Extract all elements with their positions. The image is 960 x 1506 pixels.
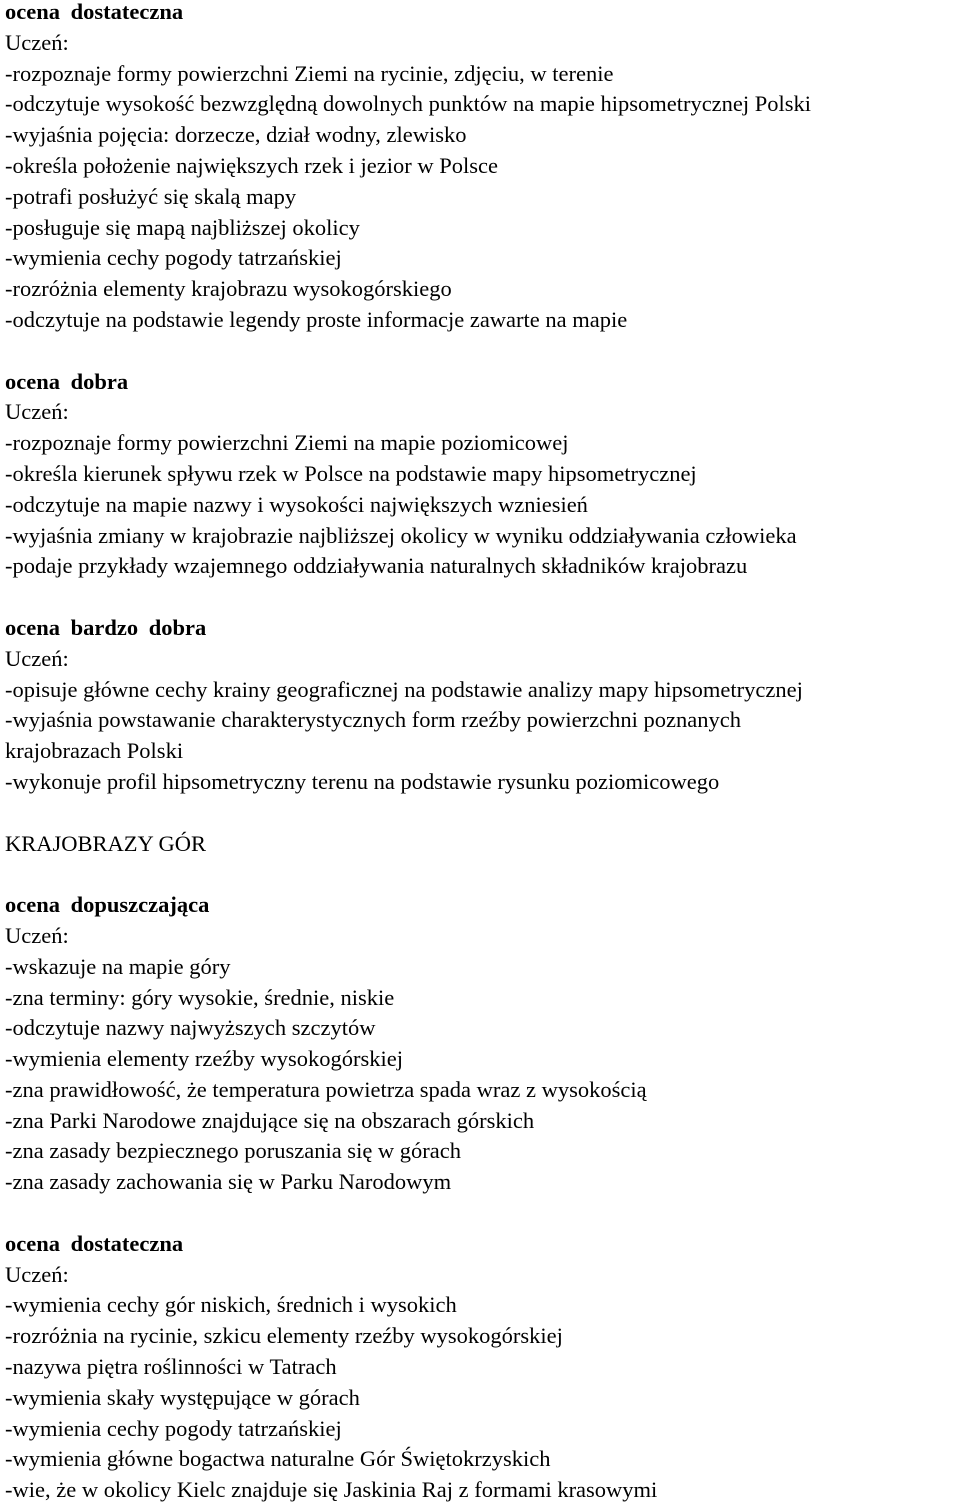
requirement-item: krajobrazach Polski: [5, 738, 184, 764]
student-label: Uczeń:: [5, 399, 69, 425]
requirement-item: -opisuje główne cechy krainy geograficznej na podstawie analizy mapy hipsometrycznej: [5, 676, 803, 702]
requirement-item: -rozróżnia na rycinie, szkicu elementy rzeźby wysokogórskiej: [5, 1323, 563, 1349]
grade-heading: ocena bardzo dobra: [5, 614, 207, 640]
grade-heading: ocena dobra: [5, 368, 129, 394]
requirement-item: -wymienia cechy gór niskich, średnich i wysokich: [5, 1292, 457, 1318]
grade-heading: ocena dostateczna: [5, 0, 184, 24]
requirement-item: -posługuje się mapą najbliższej okolicy: [5, 214, 360, 240]
student-label: Uczeń:: [5, 1261, 69, 1287]
grade-heading: ocena dostateczna: [5, 1230, 184, 1256]
requirement-item: -określa kierunek spływu rzek w Polsce na podstawie mapy hipsometrycznej: [5, 460, 697, 486]
requirement-item: -nazywa piętra roślinności w Tatrach: [5, 1354, 337, 1380]
requirement-item: -potrafi posłużyć się skalą mapy: [5, 183, 297, 209]
section-spacer: [5, 798, 957, 829]
requirement-item: -wskazuje na mapie góry: [5, 953, 231, 979]
requirement-item: -odczytuje wysokość bezwzględną dowolnych punktów na mapie hipsometrycznej Polski: [5, 91, 812, 117]
requirement-item: -wyjaśnia zmiany w krajobrazie najbliższej okolicy w wyniku oddziaływania człowieka: [5, 522, 797, 548]
student-label: Uczeń:: [5, 29, 69, 55]
requirement-item: -wyjaśnia pojęcia: dorzecze, dział wodny, zlewisko: [5, 122, 467, 148]
requirement-item: -określa położenie największych rzek i jezior w Polsce: [5, 152, 498, 178]
requirement-item: -zna terminy: góry wysokie, średnie, niskie: [5, 984, 395, 1010]
requirement-item: -zna prawidłowość, że temperatura powietrza spada wraz z wysokością: [5, 1076, 647, 1102]
student-label: Uczeń:: [5, 645, 69, 671]
requirement-item: -odczytuje na mapie nazwy i wysokości największych wzniesień: [5, 491, 588, 517]
section-spacer: [5, 582, 957, 613]
requirement-item: -wie, że w okolicy Kielc znajduje się Jaskinia Raj z formami krasowymi: [5, 1477, 658, 1503]
grade-heading: ocena dopuszczająca: [5, 892, 210, 918]
requirement-item: -wymienia cechy pogody tatrzańskiej: [5, 245, 342, 271]
section-spacer: [5, 336, 957, 367]
requirement-item: -rozróżnia elementy krajobrazu wysokogórskiego: [5, 276, 452, 302]
requirement-item: -wykonuje profil hipsometryczny terenu na podstawie rysunku poziomicowego: [5, 768, 720, 794]
requirement-item: -odczytuje na podstawie legendy proste informacje zawarte na mapie: [5, 306, 628, 332]
section-spacer: [5, 1198, 957, 1229]
topic-heading: KRAJOBRAZY GÓR: [5, 830, 207, 856]
requirement-item: -wymienia elementy rzeźby wysokogórskiej: [5, 1046, 404, 1072]
requirement-item: -wymienia główne bogactwa naturalne Gór Świętokrzyskich: [5, 1446, 551, 1472]
section-spacer: [5, 859, 957, 890]
requirement-item: -wymienia skały występujące w górach: [5, 1384, 360, 1410]
requirement-item: -odczytuje nazwy najwyższych szczytów: [5, 1015, 376, 1041]
requirement-item: -wymienia cechy pogody tatrzańskiej: [5, 1415, 342, 1441]
document-page: [5, 0, 957, 1506]
requirement-item: -zna Parki Narodowe znajdujące się na obszarach górskich: [5, 1107, 535, 1133]
requirement-item: -rozpoznaje formy powierzchni Ziemi na mapie poziomicowej: [5, 430, 569, 456]
requirement-item: -zna zasady zachowania się w Parku Narodowym: [5, 1169, 452, 1195]
requirement-item: -podaje przykłady wzajemnego oddziaływania naturalnych składników krajobrazu: [5, 553, 748, 579]
requirement-item: -rozpoznaje formy powierzchni Ziemi na rycinie, zdjęciu, w terenie: [5, 60, 614, 86]
requirement-item: -wyjaśnia powstawanie charakterystycznych form rzeźby powierzchni poznanych: [5, 707, 741, 733]
student-label: Uczeń:: [5, 922, 69, 948]
requirement-item: -zna zasady bezpiecznego poruszania się w górach: [5, 1138, 462, 1164]
